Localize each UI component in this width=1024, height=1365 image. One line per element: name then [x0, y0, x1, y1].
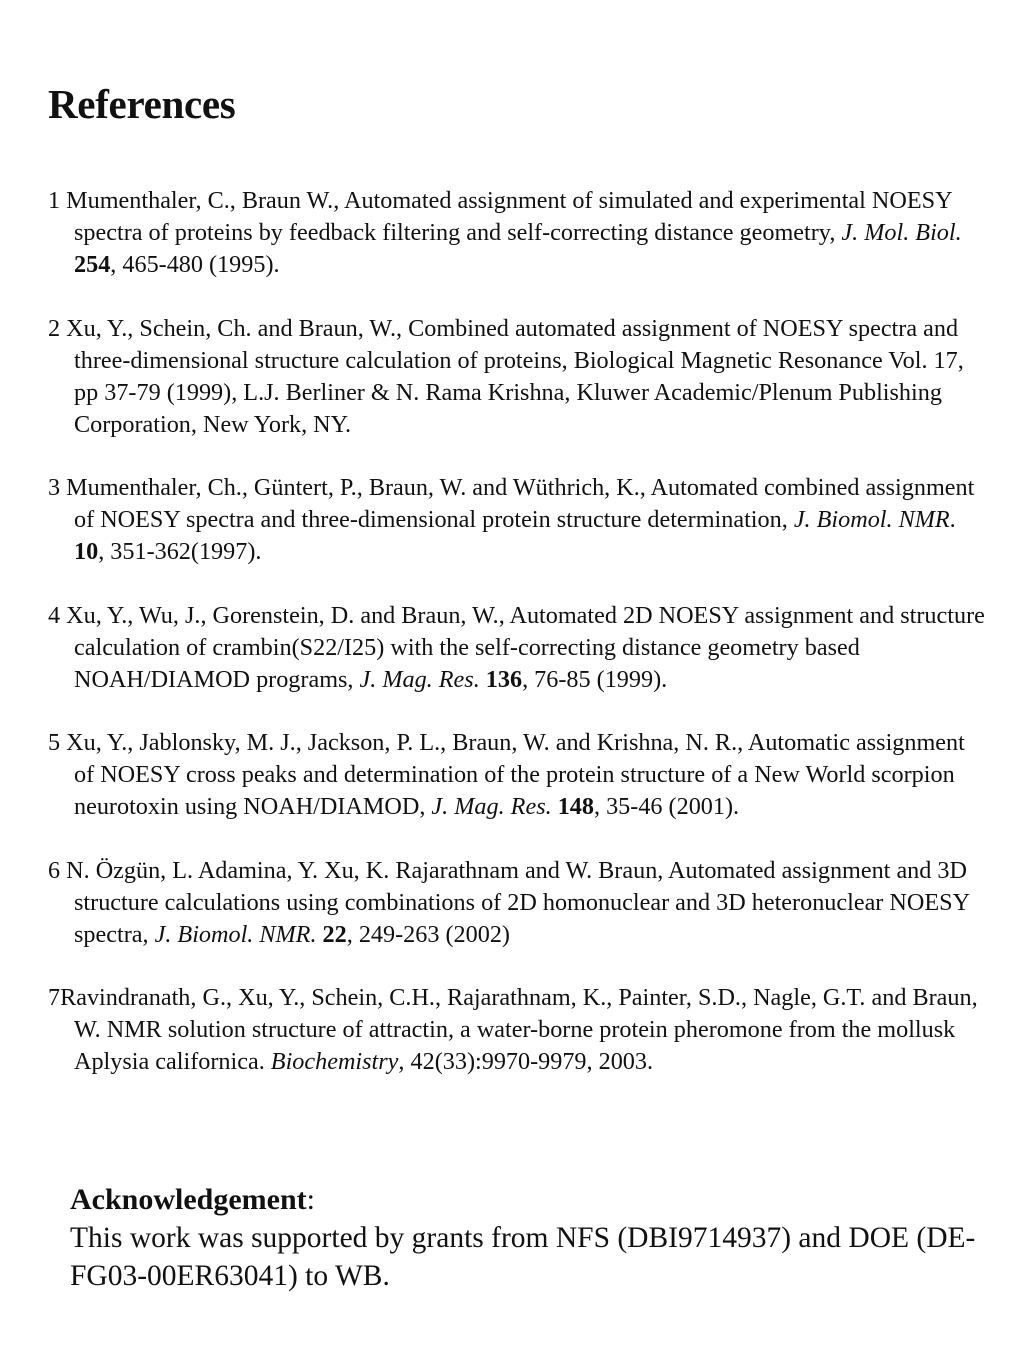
reference-text: Xu, Y., Jablonsky, M. J., Jackson, P. L., Braun, W. and Krishna, N. R., Automatic assignment of NOESY cross peaks and determination of the protein structure of a New World scorpion neurotoxin using NOAH/DIAMOD, [66, 729, 965, 820]
reference-item [48, 727, 988, 823]
reference-text: Xu, Y., Schein, Ch. and Braun, W., Combined automated assignment of NOESY spectra and three-dimensional structure calculation of proteins, Biological Magnetic Resonance Vol. 17, pp 37-79 (1999), L.J. Berliner & N. Rama Krishna, Kluwer Academic/Plenum Publishing Corporation, New York, NY. [66, 314, 964, 438]
reference-pages: , 465-480 (1995). [110, 251, 280, 278]
reference-number: 7 [48, 984, 61, 1011]
reference-text: N. Özgün, L. Adamina, Y. Xu, K. Rajarathnam and W. Braun, Automated assignment and 3D structure calculations using combinations of 2D homonuclear and 3D heteronuclear NOESY spectra, [66, 856, 970, 948]
reference-pages: , 35-46 (2001). [593, 793, 740, 820]
reference-pages: , 249-263 (2002) [346, 920, 510, 948]
reference-text: Mumenthaler, Ch., Güntert, P., Braun, W. and Wüthrich, K., Automated combined assignment of NOESY spectra and three-dimensional protein structure determination, [66, 474, 975, 533]
reference-number: 1 [48, 187, 61, 214]
reference-text: Mumenthaler, C., Braun W., Automated assignment of simulated and experimental NOESY spectra of proteins by feedback filtering and self-correcting distance geometry, [66, 187, 952, 246]
reference-pages: , 42(33):9970-9979, 2003. [398, 1048, 654, 1075]
reference-item [48, 600, 988, 696]
reference-journal: J. Mag. Res. [431, 793, 552, 820]
reference-journal: Biochemistry [270, 1048, 399, 1075]
reference-number: 6 [48, 856, 61, 884]
reference-item [48, 313, 988, 441]
acknowledgement-heading: Acknowledgement: [70, 1183, 315, 1216]
reference-item [48, 982, 988, 1078]
reference-item [48, 855, 988, 951]
reference-journal: J. Mol. Biol. [841, 219, 962, 246]
page-title: References [48, 81, 236, 127]
reference-journal: J. Biomol. NMR [793, 506, 950, 533]
reference-volume: 148 [557, 793, 594, 820]
reference-item: 3 Mumenthaler, Ch., Güntert, P., Braun, W. and Wüthrich, K., Automated combined assignment of NOESY spectra and three-dimensional protein structure determination, J. Biomol. NMR. 10, 351-362(1997). [48, 474, 975, 565]
reference-number: 2 [48, 314, 61, 342]
reference-item [48, 185, 988, 281]
reference-number: 3 [48, 474, 61, 501]
reference-pages: , 76-85 (1999). [522, 665, 668, 693]
reference-journal: J. Mag. Res. [359, 665, 480, 693]
reference-volume: 254 [74, 251, 111, 278]
reference-text: Xu, Y., Wu, J., Gorenstein, D. and Braun, W., Automated 2D NOESY assignment and structure calculation of crambin(S22/I25) with the self-correcting distance geometry based NOAH/DIAMOD programs, [66, 601, 985, 693]
reference-journal: J. Biomol. NMR. [154, 920, 317, 948]
reference-list [48, 185, 988, 1110]
reference-volume: 22 [322, 920, 347, 948]
reference-pages: , 351-362(1997). [98, 538, 262, 565]
acknowledgement-text: This work was supported by grants from NFS (DBI9714937) and DOE (DE-FG03-00ER63041) to WB. [70, 1222, 976, 1292]
reference-number: 4 [48, 601, 61, 629]
reference-volume: 136 [485, 665, 523, 693]
reference-volume: 10 [74, 538, 99, 565]
reference-number: 5 [48, 729, 61, 756]
reference-text: Ravindranath, G., Xu, Y., Schein, C.H., Rajarathnam, K., Painter, S.D., Nagle, G.T. and Braun, W. NMR solution structure of attractin, a water-borne protein pheromone from the mollusk Aplysia californica. [60, 984, 978, 1075]
acknowledgement-section [70, 1181, 990, 1295]
